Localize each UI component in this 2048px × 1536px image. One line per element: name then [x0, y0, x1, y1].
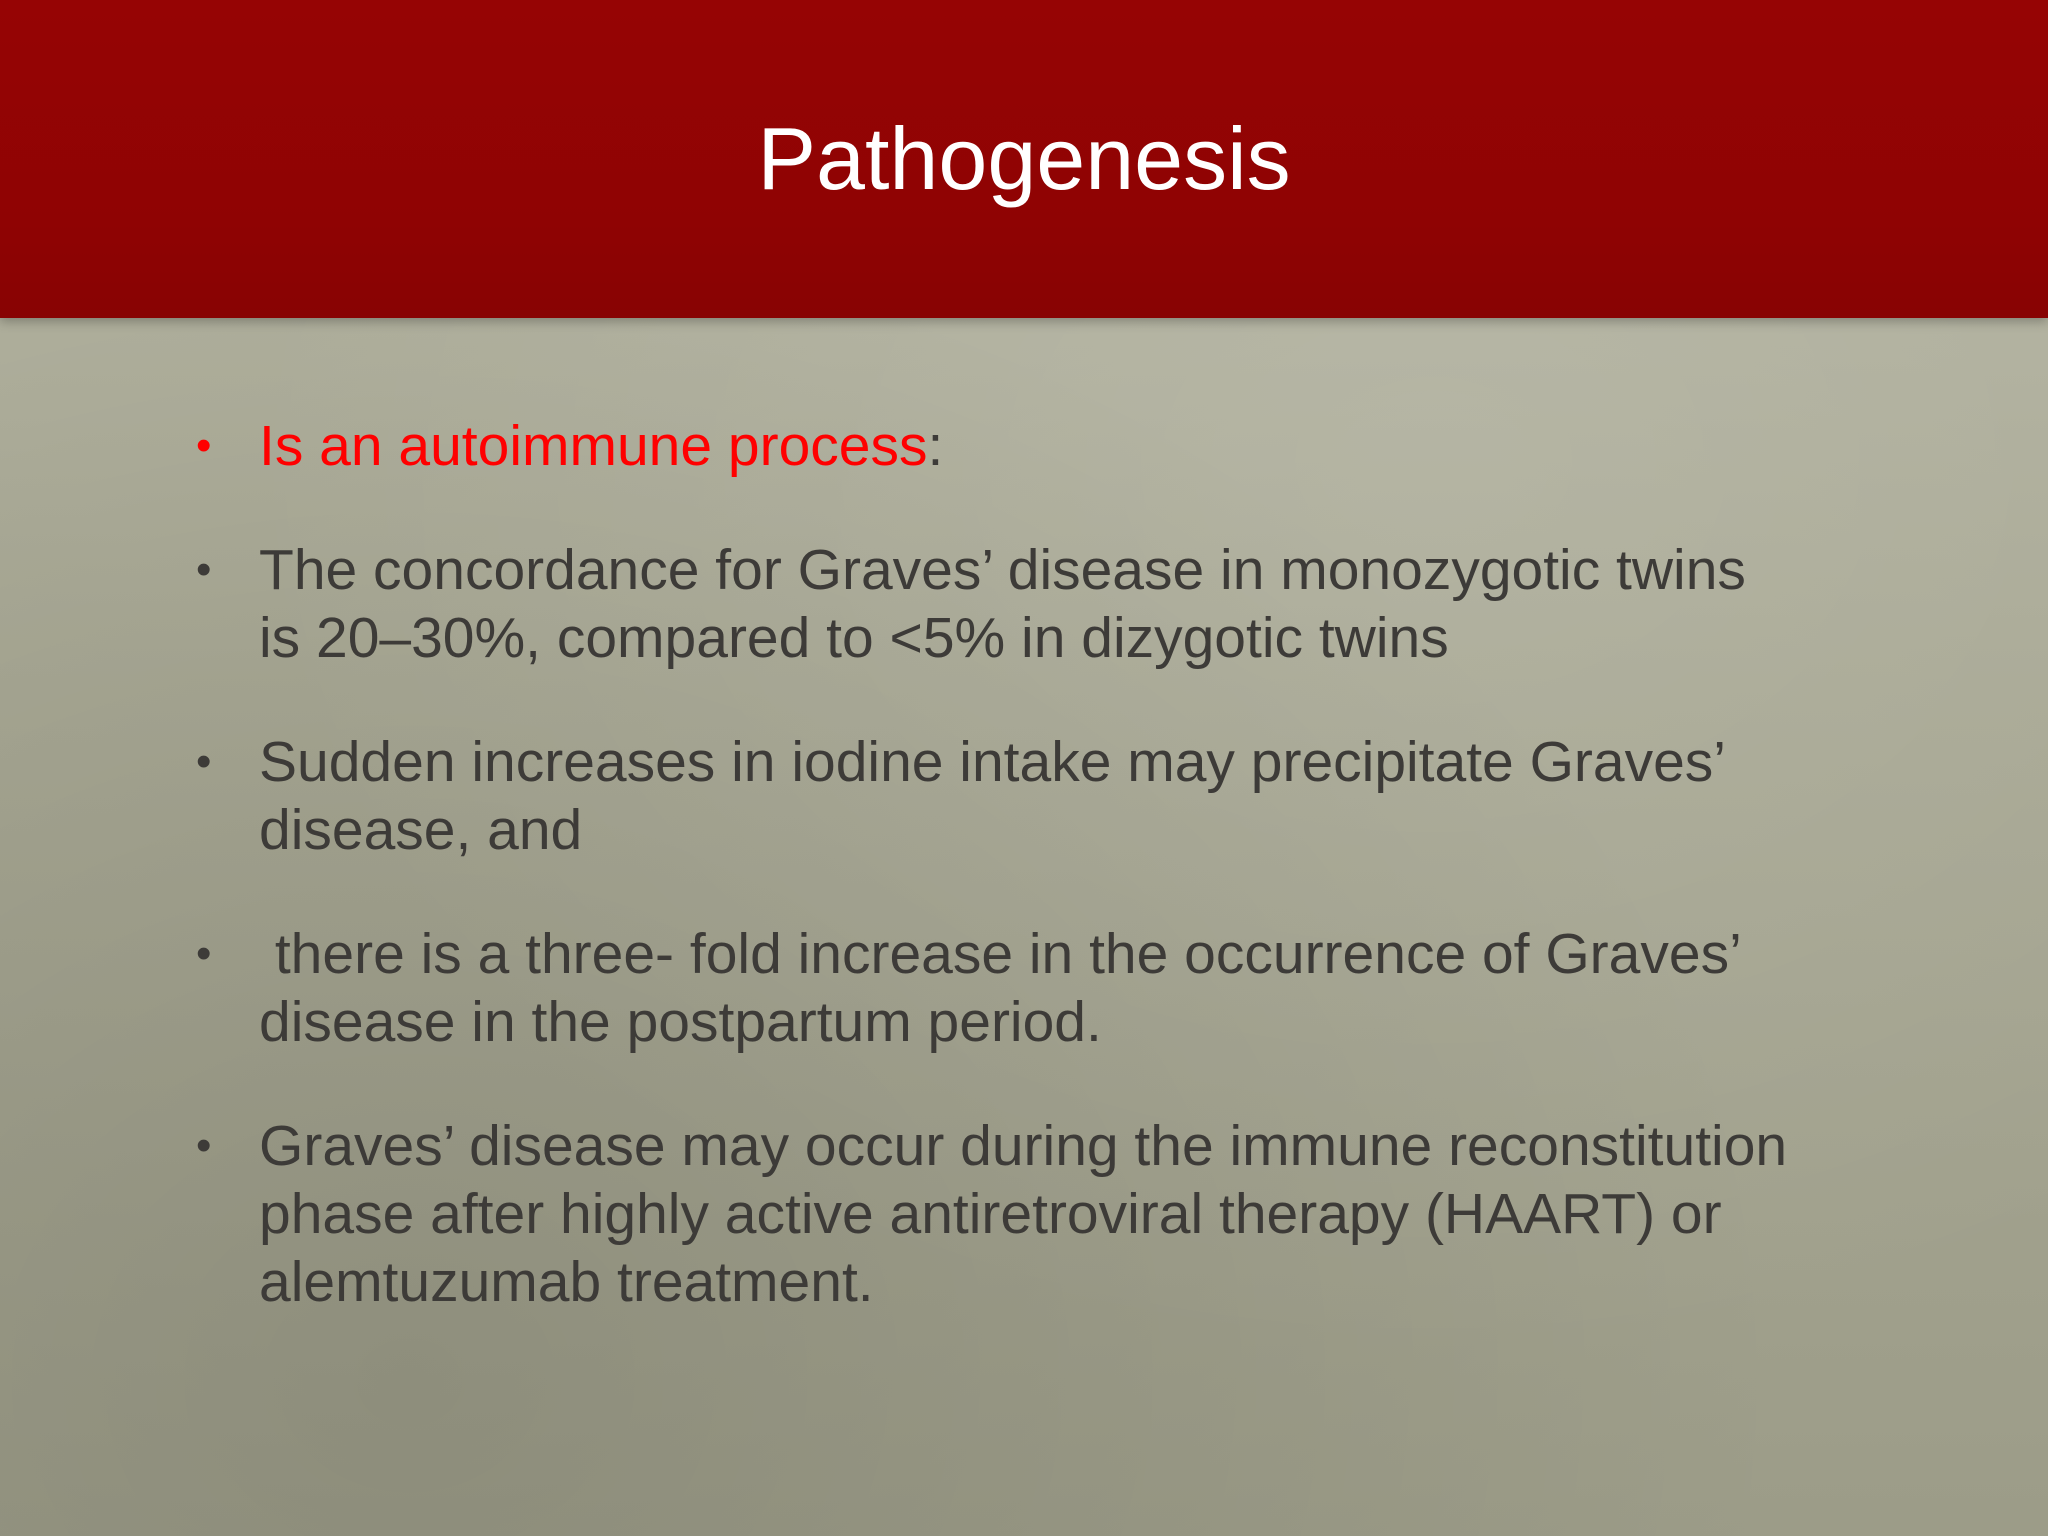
bullet-item	[196, 536, 1796, 672]
title-bar	[0, 0, 2048, 318]
bullet-marker: •	[196, 545, 212, 594]
bullet-marker: •	[196, 421, 212, 470]
bullet-item	[196, 412, 1796, 480]
bullet-text: Graves’ disease may occur during the immune reconstitution phase after highly active antiretroviral therapy (HAART) or alemtuzumab treatment.	[259, 1114, 1788, 1314]
bullet-marker: •	[196, 929, 212, 978]
bullet-text: Sudden increases in iodine intake may precipitate Graves’ disease, and	[259, 730, 1724, 862]
slide-title: Pathogenesis	[757, 109, 1291, 208]
bullet-list	[196, 412, 1796, 1372]
bullet-item	[196, 920, 1796, 1056]
bullet-text: :	[927, 414, 944, 478]
bullet-marker: •	[196, 737, 212, 786]
bullet-item	[196, 728, 1796, 864]
bullet-text: The concordance for Graves’ disease in monozygotic twins is 20–30%, compared to <5% in dizygotic twins	[259, 538, 1746, 670]
bullet-highlight-text: Is an autoimmune process	[259, 414, 928, 478]
bullet-item	[196, 1112, 1796, 1316]
bullet-marker: •	[196, 1121, 212, 1170]
bullet-text: there is a three- fold increase in the occurrence of Graves’ disease in the postpartum period.	[259, 922, 1756, 1054]
